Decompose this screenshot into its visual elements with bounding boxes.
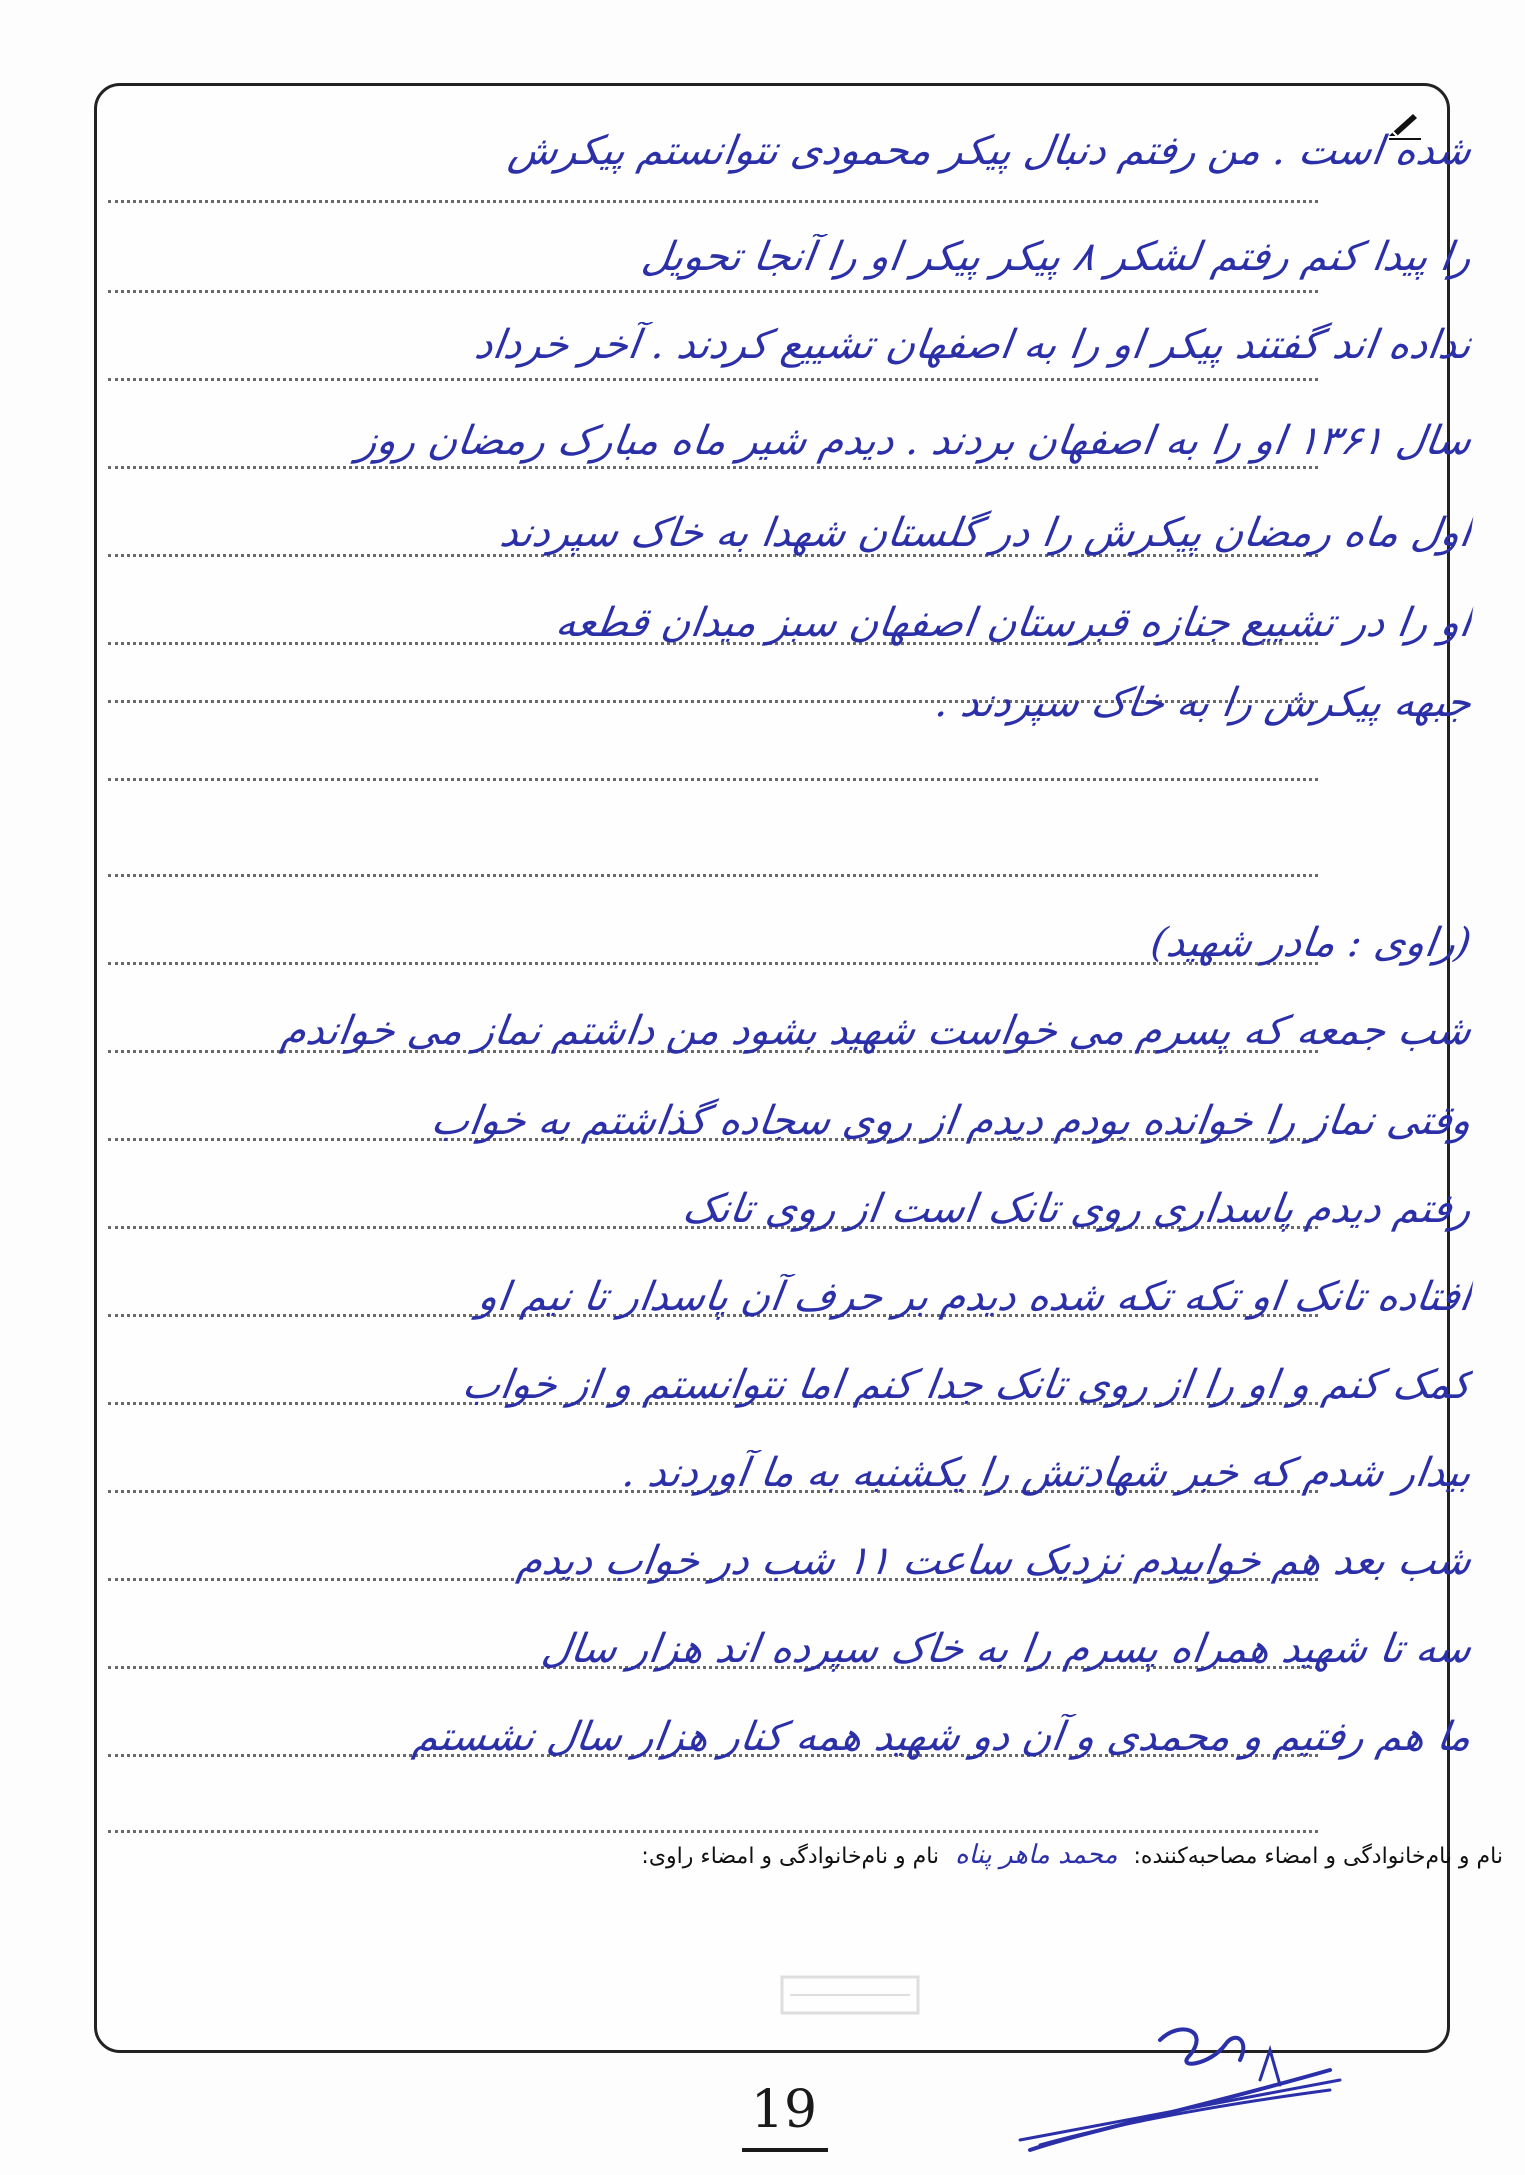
interviewer-signature: محمد ماهر پناه <box>955 1840 1118 1870</box>
handwritten-line: سال ۱۳۶۱ او را به اصفهان بردند . دیدم شیر ماه مبارک رمضان روز <box>354 418 1475 464</box>
handwritten-line: کمک کنم و او را از روی تانک جدا کنم اما نتوانستم و از خواب <box>459 1362 1475 1408</box>
page-number-underline <box>742 2148 828 2152</box>
handwritten-line: افتاده تانک او تکه تکه شده دیدم بر حرف آن پاسدار تا نیم او <box>475 1274 1475 1320</box>
handwritten-line: اول ماه رمضان پیکرش را در گلستان شهدا به خاک سپردند <box>497 510 1475 556</box>
narrator-signature <box>1010 2010 1350 2160</box>
handwritten-line: او را در تشییع جنازه قبرستان اصفهان سبز میدان قطعه <box>552 600 1475 646</box>
writing-rule <box>108 290 1318 293</box>
handwritten-line: بیدار شدم که خبر شهادتش را یکشنبه به ما آوردند . <box>619 1450 1475 1496</box>
writing-rule <box>108 874 1318 877</box>
handwritten-line: وقتی نماز را خوانده بودم دیدم از روی سجاده گذاشتم به خواب <box>428 1098 1475 1144</box>
handwritten-line: شب جمعه که پسرم می خواست شهید بشود من داشتم نماز می خواندم <box>278 1008 1475 1054</box>
handwritten-line: سه تا شهید همراه پسرم را به خاک سپرده اند هزار سال <box>538 1626 1475 1672</box>
handwritten-line: نداده اند گفتند پیکر او را به اصفهان تشییع کردند . آخر خرداد <box>471 322 1475 368</box>
handwritten-line: شده است . من رفتم دنبال پیکر محمودی نتوانستم پیکرش <box>505 128 1475 174</box>
narrator-heading: (راوی : مادر شهید) <box>1148 920 1475 966</box>
stamp-mark <box>780 1975 920 2015</box>
handwritten-line: را پیدا کنم رفتم لشکر ۸ پیکر پیکر او را آنجا تحویل <box>638 234 1475 280</box>
writing-rule <box>108 200 1318 203</box>
writing-rule <box>108 962 1318 965</box>
writing-rule <box>108 778 1318 781</box>
handwritten-line: رفتم دیدم پاسداری روی تانک است از روی تانک <box>679 1186 1475 1232</box>
writing-rule <box>108 1830 1318 1833</box>
writing-rule <box>108 466 1318 469</box>
narrator-label: نام و نام‌خانوادگی و امضاء راوی: <box>641 1844 940 1869</box>
handwritten-line: ما هم رفتیم و محمدی و آن دو شهید همه کنار هزار سال نشستم <box>410 1714 1475 1760</box>
writing-rule <box>108 378 1318 381</box>
handwritten-line: جبهه پیکرش را به خاک سپردند . <box>932 680 1475 726</box>
form-footer <box>203 1840 1503 1870</box>
page-number: 19 <box>750 2080 818 2140</box>
handwritten-line: شب بعد هم خوابیدم نزدیک ساعت ۱۱ شب در خواب دیدم <box>514 1538 1475 1584</box>
interviewer-label: نام و نام‌خانوادگی و امضاء مصاحبه‌کننده: <box>1133 1844 1503 1869</box>
